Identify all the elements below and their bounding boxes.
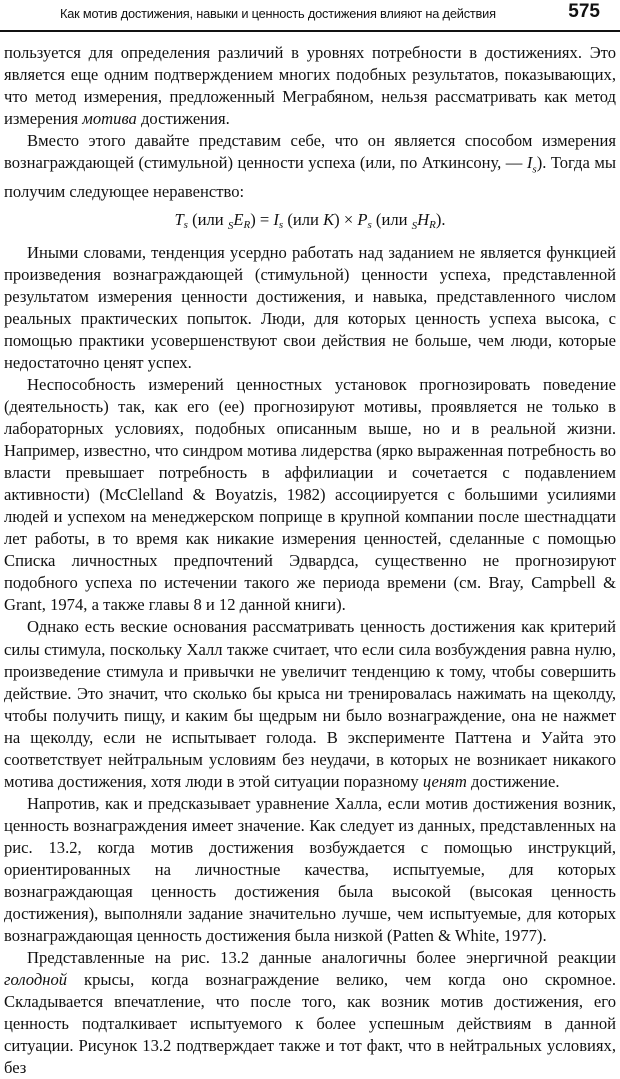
paragraph-5-text-end: достижение. — [466, 771, 560, 791]
incentive-subscript: s — [532, 163, 537, 176]
incentive-symbol: I — [526, 153, 533, 173]
formula-alt3-close: ). — [435, 209, 446, 229]
formula-alt1-presub: S — [227, 219, 234, 232]
paragraph-1-text: пользуется для определения различий в уровнях потребности в достижениях. Это является еще одним подтверждением многих подобных результатов, показывающих, что метод измерения, предложенный Меграбяном, нельзя рассматривать как метод измерения — [4, 43, 616, 129]
paragraph-5 — [4, 616, 616, 792]
formula-i-sub: s — [278, 218, 284, 231]
paragraph-7-emphasis: голодной — [4, 970, 68, 990]
formula-p: P — [357, 209, 368, 229]
formula-alt3-sub: R — [429, 218, 436, 231]
paragraph-5-emphasis: ценят — [422, 771, 467, 791]
paragraph-1 — [4, 42, 616, 130]
paragraph-3: Иными словами, тенденция усердно работать над заданием не является функцией произведения вознаграждающей (стимульной) ценности успеха, представленной результатом измерения ценности достижения, и навыка, представленного числом реальных практических попыток. Люди, для которых ценность успеха высока, с помощью практики усовершенствуют свои действия не больше, чем люди, которые недостаточно ценят успех. — [4, 242, 616, 372]
paragraph-1-emphasis: мотива — [82, 109, 137, 129]
paragraph-6: Напротив, как и предсказывает уравнение Халла, если мотив достижения возник, ценность вознаграждения имеет значение. Как следует из данных, представленных на рис. 13.2, когда мотив достижения возбуждается с помощью инструкций, ориентированных на личностные качества, испытуемые, для которых вознаграждающая ценность достижения была высокой (высокая ценность достижения), выполняли задание значительно лучше, чем испытуемые, для которых вознаграждающая ценность достижения была низкой (Patten & White, 1977). — [4, 793, 616, 946]
formula-alt3-presub: S — [411, 219, 418, 232]
paragraph-7 — [4, 947, 616, 1079]
formula-k: K — [323, 209, 335, 229]
formula-t: T — [174, 209, 184, 229]
paragraph-7-text: Представленные на рис. 13.2 данные аналогичны более энергичной реакции — [27, 948, 616, 968]
formula-alt1-main: E — [233, 209, 244, 229]
paragraph-2-text: Вместо этого давайте представим себе, что он является способом измерения вознаграждающей (стимульной) ценности успеха (или, по Аткинсону, — — [4, 131, 616, 173]
running-header-title: Как мотив достижения, навыки и ценность достижения влияют на действия — [60, 6, 496, 21]
paragraph-4: Неспособность измерений ценностных установок прогнозировать поведение (деятельность) так, как его (ее) прогнозируют мотивы, проявляется не только в лабораторных условиях, подобных описанным выше, но и в реальной жизни. Например, известно, что синдром мотива лидерства (ярко выраженная потребность во власти превышает потребность в аффилиации и сочетается с подавлением активности) (McClelland & Boyatzis, 1982) ассоциируется с большими усилиями людей и успехом на менеджерском поприще в крупной компании после шестнадцати лет работы, в то время как никакие измерения ценностей, сделанные с помощью Списка личностных предпочтений Эдвардса, существенно не прогнозируют подобного успеха по истечении такого же периода времени (см. Bray, Campbell & Grant, 1974, а также главы 8 и 12 данной книги). — [4, 374, 616, 615]
paragraph-7-text-end: крысы, когда вознаграждение велико, чем когда оно скромное. Складывается впечатление, что после того, как возник мотив достижения, его ценность подталкивает испытуемого к более успешным действиям в данной ситуации. Рисунок 13.2 подтверждает также и тот факт, что в нейтральных условиях, без — [4, 970, 616, 1078]
formula-alt1-open: (или — [187, 209, 228, 229]
paragraph-5-text: Однако есть веские основания рассматривать ценность достижения как критерий силы стимула, поскольку Халл также считает, что если сила возбуждения равна нулю, произведение стимула и привычки не увеличит тенденцию к тому, чтобы совершить действие. Это значит, что сколько бы крыса ни тренировалась нажимать на щеколду, чтобы получить пищу, и каким бы щедрым ни было вознаграждение, она не нажмет на щеколду, если не испытывает голода. В эксперименте Паттена и Уайта это соответствует нейтральным условиям без неудачи, в которых не возникает никакого мотива достижения, хотя люди в этой ситуации поразному — [4, 617, 616, 791]
paragraph-2-text-end: ). Тогда мы получим следующее неравенство: — [4, 153, 616, 201]
formula-t-sub: s — [183, 218, 188, 231]
formula-alt1-close: ) = — [250, 209, 274, 229]
running-header — [0, 0, 620, 32]
formula-i: I — [273, 209, 279, 229]
formula-alt2-open: (или — [283, 209, 324, 229]
formula-alt1-sub: R — [243, 218, 251, 231]
page-number: 575 — [568, 1, 600, 22]
inequality-formula — [4, 209, 616, 236]
formula-p-sub: s — [367, 218, 372, 231]
paragraph-1-text-end: достижения. — [136, 109, 230, 129]
formula-alt2-close: ) × — [334, 209, 358, 229]
body-text — [4, 42, 616, 1079]
formula-alt3-main: H — [417, 209, 430, 229]
formula-alt3-open: (или — [371, 209, 412, 229]
paragraph-2 — [4, 130, 616, 202]
